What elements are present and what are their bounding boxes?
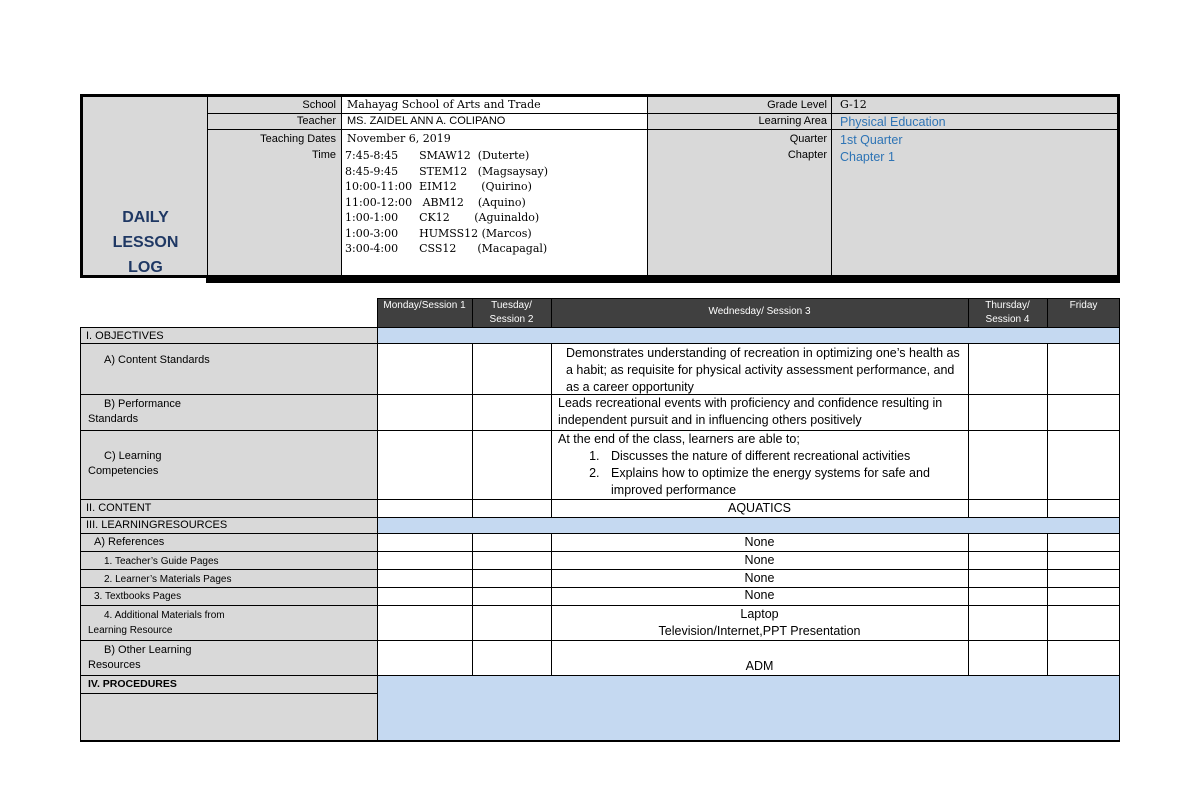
learning-resources-label: III. LEARNINGRESOURCES [86,519,228,531]
chapter-label: Chapter [787,149,827,161]
content-standards-label: A) Content Standards [104,354,210,366]
learning-competencies-label: C) Learning Competencies [88,450,162,477]
resources-bar [377,517,1120,533]
schedule-line: 8:45-9:45 STEM12 (Magsaysay) [345,164,549,178]
grade-level-label: Grade Level [767,99,827,111]
learning-area-value: Physical Education [840,115,946,129]
header-title-cell [83,97,208,275]
competencies-intro: At the end of the class, learners are able to; [558,432,800,446]
learning-area-label: Learning Area [758,115,827,127]
learners-materials-value: None [744,571,775,585]
learning-competencies-text [558,431,966,499]
schedule-line: 1:00-3:00 HUMSS12 (Marcos) [345,226,532,240]
teachers-guide-value: None [744,553,775,567]
other-resources-value: ADM [745,659,774,673]
schedule-line: 7:45-8:45 SMAW12 (Duterte) [345,149,530,162]
competency-item: 1. Discusses the nature of different recreational activities [603,448,966,465]
objectives-label: I. OBJECTIVES [86,330,164,342]
teacher-label: Teacher [296,115,336,127]
content-value: AQUATICS [728,501,791,515]
schedule-line: 1:00-1:00 CK12 (Aguinaldo) [345,211,540,224]
teachers-guide-label: 1. Teacher’s Guide Pages [104,556,219,567]
content-label: II. CONTENT [86,502,152,514]
teaching-dates-label: Teaching Dates [260,133,336,145]
learners-materials-label: 2. Learner’s Materials Pages [104,574,232,585]
additional-materials-line1: Laptop [740,607,779,621]
performance-standards-text: Leads recreational events with proficiency and confidence resulting in independent pursuit and in influencing others positively [558,396,943,427]
lesson-log-header [80,94,1120,278]
competency-item: 2. Explains how to optimize the energy systems for safe and improved performance [603,465,966,499]
additional-materials-line2: Television/Internet,PPT Presentation [658,624,861,638]
textbooks-label: 3. Textbooks Pages [94,591,182,602]
time-label: Time [311,149,336,161]
references-label: A) References [94,536,165,548]
wednesday-header: Wednesday/ Session 3 [551,298,968,327]
quarter-value: 1st Quarter [840,133,903,147]
header-shadow [206,278,1120,283]
grade-level-value: G-12 [840,98,867,111]
thursday-header: Thursday/ Session 4 [968,298,1047,327]
school-value: Mahayag School of Arts and Trade [347,98,541,111]
content-standards-text: Demonstrates understanding of recreation in optimizing one’s health as a habit; as requisite for physical activity assessment performance, and as a career opportunity [566,346,960,394]
other-resources-label: B) Other Learning Resources [88,644,192,671]
friday-header: Friday [1047,298,1120,327]
procedures-area [377,676,1120,741]
objectives-bar [377,328,1120,343]
teaching-dates-value: November 6, 2019 [347,132,451,145]
teacher-value: MS. ZAIDEL ANN A. COLIPANO [347,115,506,127]
class-schedule [345,148,548,257]
references-value: None [744,535,775,549]
school-label: School [302,99,336,111]
tuesday-header: Tuesday/ Session 2 [472,298,551,327]
textbooks-value: None [744,588,775,602]
schedule-line: 10:00-11:00 EIM12 (Quirino) [345,180,532,193]
schedule-line: 3:00-4:00 CSS12 (Macapagal) [345,242,548,255]
lesson-plan-table [80,298,1120,741]
procedures-label: IV. PROCEDURES [88,678,177,690]
additional-materials-label: 4. Additional Materials from Learning Resource [88,610,225,636]
monday-header: Monday/Session 1 [377,298,472,327]
performance-standards-label: B) Performance Standards [88,398,182,425]
daily-lesson-log-title: DAILY LESSON LOG [112,209,179,276]
quarter-label: Quarter [789,133,827,145]
schedule-line: 11:00-12:00 ABM12 (Aquino) [345,195,526,209]
chapter-value: Chapter 1 [840,150,895,164]
